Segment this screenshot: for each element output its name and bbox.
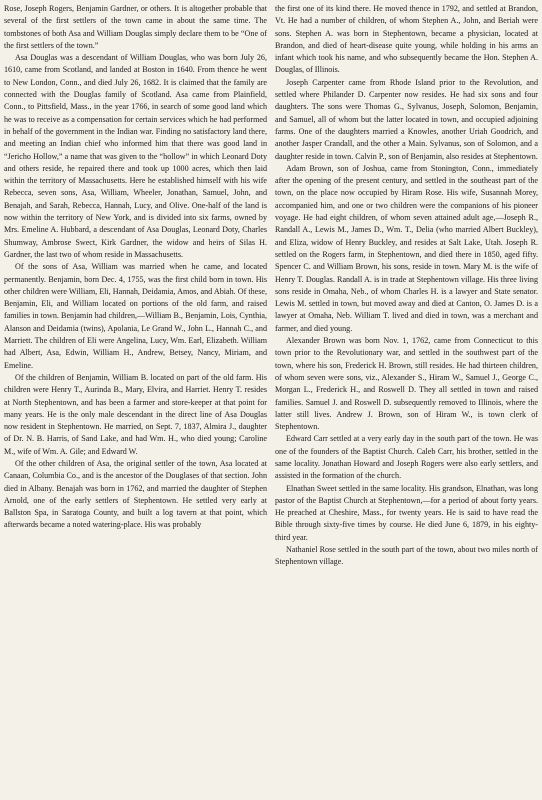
left-column	[4, 3, 267, 800]
paragraph: Of the other children of Asa, the original settler of the town, Asa located at Canaan, Columbia Co., and is the ancestor of the Douglases of that section. John died in Albany. Benajah was born in 1762, and married the daughter of Stephen Arnold, one of the early settlers of Stephentown. He settled very early at Ballston Spa, in Saratoga County, and built a log tavern at that point, which afterwards became a noted watering-place. His was probably	[4, 458, 267, 530]
paragraph: Alexander Brown was born Nov. 1, 1762, came from Connecticut to this town prior to the Revolutionary war, and settled in the southwest part of the town, where his son, Frederick H. Brown, still resides. He had thirteen children, of whom seven were sons, viz., Alexander S., Hiram W., Samuel J., George C., Morgan L., Frederick H., and Roswell D. They all settled in town and raised families. Samuel J. and Roswell D. subsequently removed to Illinois, where the latter still lives. Andrew J. Brown, son of Hiram W., is town clerk of Stephentown.	[275, 336, 538, 432]
paragraph: the first one of its kind there. He moved thence in 1792, and settled at Brandon, Vt. He had a number of children, of whom Stephen A., John, and Beriah were sons. Stephen A. was born in Stephentown, became a physician, located at Brandon, and died of heart-disease quite young, while holding in his arms an infant which took his name, and who subsequently became the Hon. Stephen A. Douglas, of Illinois.	[275, 4, 538, 75]
paragraph: Adam Brown, son of Joshua, came from Stonington, Conn., immediately after the opening of the present century, and settled in the southeast part of the town, on the place now occupied by Hiram Rose. His wife, Susannah Morey, accompanied him, and one or two children were the companions of his pioneer voyage. He had eight children, of whom seven attained adult age,—Joseph R., Randall A., Lewis M., James D., Wm. T., Delia (who married Albert Buckley), and Eliza, widow of Henry Buckley, and resides at Salt Lake, Utah. Joseph R. settled on the Rogers farm, in Stephentown, and died there in 1850, aged fifty. Spencer C. and William Brown, his sons, reside in town. Mary M. is the wife of Henry T. Douglas. Randall A. is in trade at Stephentown village. His three living sons reside in Omaha, Neb., of whom Charles H. is a lawyer and State senator. Lewis M. settled in town, but moved away and died at Canton, O. James D. is a lawyer at Omaha, Neb. William T. lived and died in town, was a merchant and farmer, and died young.	[275, 163, 538, 333]
paragraph: Elnathan Sweet settled in the same locality. His grandson, Elnathan, was long pastor of the Baptist Church at Stephentown,—for a period of about forty years. He preached at Cheshire, Mass., for twenty years. He is said to have read the Bible through sixty-five times by course. He died June 6, 1879, in his eighty-third year.	[275, 483, 538, 542]
paragraph: Of the children of Benjamin, William B. located on part of the old farm. His children were Henry T., Aurinda B., Mary, Elvira, and Harriet. Henry T. resides at North Stephentown, and has been a farmer and store-keeper at that point for many years. He is the only male descendant in the direct line of Asa Douglas now resident in Stephentown. He married, on Sept. 7, 1837, Almira J., daughter of Dr. N. B. Harris, of Sand Lake, and had Wm. H., who died young; Caroline M., wife of Wm. A. Gile; and Edward W.	[4, 372, 267, 456]
paragraph: Joseph Carpenter came from Rhode Island prior to the Revolution, and settled where Philander D. Carpenter now resides. He had six sons and four daughters. The sons were Thomas G., Sylvanus, Joseph, Solomon, Benjamin, and Samuel, all of whom but the latter located in town, and occupied adjoining farms. One of the daughters married a Knowles, another Uriah Goodrich, and another Jasper Crandall, and the other a Main. Sylvanus, son of Solomon, and a daughter reside in town. Calvin P., son of Benjamin, also resides at Stephentown.	[275, 77, 538, 161]
paragraph: Asa Douglas was a descendant of William Douglas, who was born July 26, 1610, came from Scotland, and landed at Boston in 1640. From thence he went to New London, Conn., and died July 26, 1682. It is claimed that the family are connected with the Douglas family of Scotland. Asa came from Plainfield, Conn., to Pittsfield, Mass., in the year 1766, in search of some good land which he was to receive as a compensation for certain services which he had performed in behalf of the government in the Indian war. Finding no satisfactory land there, and meeting an Indian chief who informed him that there was good land in “Jericho Hollow,” a name that was given to the “hollow” in which Leonard Doty and others reside, he repaired there and took up 1000 acres, which then laid within the territory of Massachusetts. Here he established himself with his wife Rebecca, seven sons, Asa, William, Wheeler, Jonathan, Samuel, John, and Benajah, and Sarah, Rebecca, Hannah, Lucy, and Olive. One-half of the land is now within the territory of New York, and is divided into six farms, owned by Mrs. Emeline A. Hubbard, a descendant of Asa Douglas, Leonard Doty, Charles Shumway, Ambrose Swect, Kirk Gardner, the widow and heirs of Silas H. Gardner, the last two of whom reside in Massachusetts.	[4, 53, 267, 259]
text-columns	[4, 3, 538, 800]
paragraph: Of the sons of Asa, William was married when he came, and located permanently. Benjamin, born Dec. 4, 1755, was the first child born in town. His other children were William, Eli, Hannah, Deidamia, Amos, and Abiah. Of these, Benjamin, Eli, and William located on portions of the old farm, and raised families in town. Benjamin had children,—William B., Benjamin, Lois, Cynthia, Alanson and Deidamia (twins), Apolania, Le Grand W., John L., Hannah C., and Marriett. The children of Eli were Angelina, Lucy, Wm. Earl, Elizabeth. William had Albert, Asa, Edwin, William H., Andrew, Betsey, Nancy, Miriam, and Emeline.	[4, 262, 267, 370]
paragraph: Edward Carr settled at a very early day in the south part of the town. He was one of the founders of the Baptist Church. Caleb Carr, his brother, settled in the same locality. Jonathan Howard and Joseph Rogers were also early settlers, and assisted in the formation of the church.	[275, 434, 538, 481]
paragraph: Rose, Joseph Rogers, Benjamin Gardner, or others. It is altogether probable that several of the first settlers of the town came in about the same time. The tombstones of both Asa and William Douglas simply declare them to be “One of the first settlers of the town.”	[4, 4, 267, 50]
paragraph: Nathaniel Rose settled in the south part of the town, about two miles north of Stephentown village.	[275, 545, 538, 567]
right-column	[275, 3, 538, 800]
